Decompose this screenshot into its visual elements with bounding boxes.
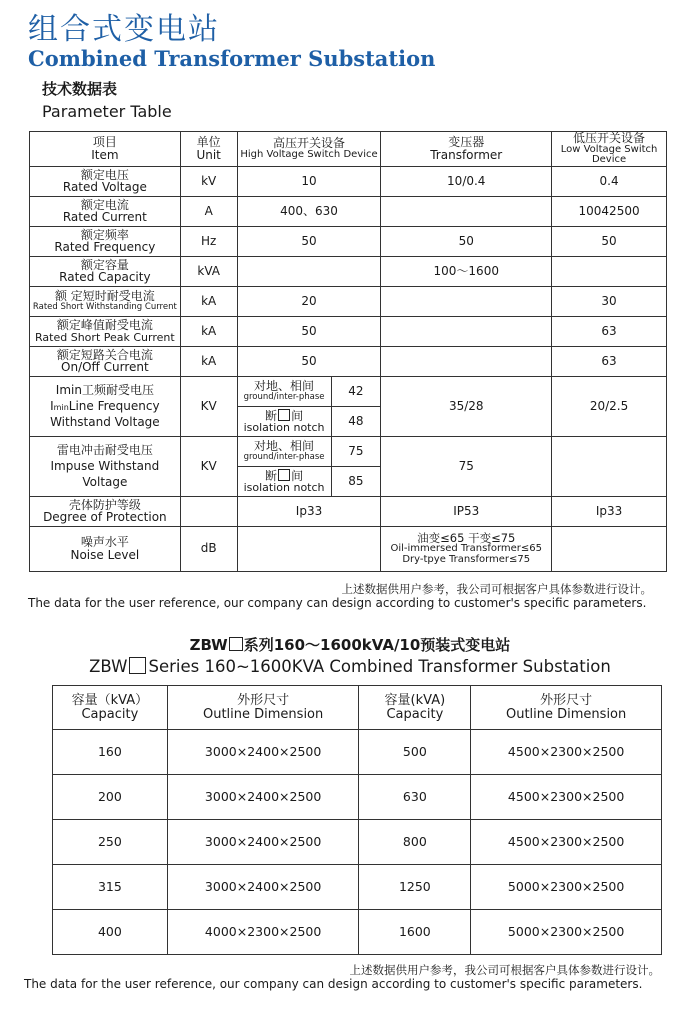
header-item: 项目 Item bbox=[30, 132, 181, 167]
table-row: 雷电冲击耐受电压 Impuse Withstand Voltage KV 对地、相间 ground/inter-phase 75 75 bbox=[30, 436, 667, 466]
table-row: 额定电流 Rated Current A 400、630 10042500 bbox=[30, 196, 667, 226]
note-en: The data for the user reference, our company can design according to customer's specific parameters. bbox=[28, 596, 647, 610]
note-cn: 上述数据供用户参考，我公司可根据客户具体参数进行设计。 bbox=[341, 582, 652, 596]
note-en: The data for the user reference, our company can design according to customer's specific parameters. bbox=[24, 977, 643, 991]
table-row: 200 3000×2400×2500 630 4500×2300×2500 bbox=[53, 775, 662, 820]
table-row: 壳体防护等级 Degree of Protection Ip33 IP53 Ip33 bbox=[30, 496, 667, 526]
table-row: 噪声水平 Noise Level dB 油变≤65 干变≤75 Oil-immersed Transformer≤65 Dry-tpye Transformer≤75 bbox=[30, 526, 667, 571]
page-title-cn: 组合式变电站 bbox=[28, 12, 220, 47]
table-row: 额定容量 Rated Capacity kVA 100～1600 bbox=[30, 256, 667, 286]
parameter-section-title-en: Parameter Table bbox=[42, 102, 172, 121]
table-row: 250 3000×2400×2500 800 4500×2300×2500 bbox=[53, 820, 662, 865]
series-title-en: ZBW Series 160~1600KVA Combined Transformer Substation bbox=[89, 657, 611, 676]
square-box-icon bbox=[229, 637, 243, 651]
table-row: 额定峰值耐受电流 Rated Short Peak Current kA 50 63 bbox=[30, 316, 667, 346]
square-box-icon bbox=[278, 469, 290, 481]
header-transformer: 变压器 Transformer bbox=[381, 132, 552, 167]
square-box-icon bbox=[278, 409, 290, 421]
table-header-row bbox=[30, 132, 667, 167]
table-row: 额定频率 Rated Frequency Hz 50 50 50 bbox=[30, 226, 667, 256]
note-cn: 上述数据供用户参考，我公司可根据客户具体参数进行设计。 bbox=[349, 963, 660, 977]
header-unit: 单位 Unit bbox=[180, 132, 237, 167]
table-row: 额定短路关合电流 On/Off Current kA 50 63 bbox=[30, 346, 667, 376]
series-title-cn: ZBW 系列160～1600kVA/10预装式变电站 bbox=[189, 636, 511, 654]
table-row: 断 间 isolation notch 48 bbox=[30, 406, 667, 436]
table-row: 315 3000×2400×2500 1250 5000×2300×2500 bbox=[53, 865, 662, 910]
table-row: 额定电压 Rated Voltage kV 10 10/0.4 0.4 bbox=[30, 166, 667, 196]
table-header-row: 容量（kVA） Capacity 外形尺寸 Outline Dimension 容量(kVA) Capacity 外形尺寸 Outline Dimension bbox=[53, 686, 662, 730]
table-row: 断 间 isolation notch 85 bbox=[30, 466, 667, 496]
header-lv: 低压开关设备 Low Voltage Switch Device bbox=[552, 132, 667, 167]
page-title-en: Combined Transformer Substation bbox=[28, 46, 436, 71]
header-hv: 高压开关设备 High Voltage Switch Device bbox=[237, 132, 381, 167]
table-row: 160 3000×2400×2500 500 4500×2300×2500 bbox=[53, 730, 662, 775]
table-row: Imin工频耐受电压 IminLine Frequency Withstand Voltage KV 对地、相间 ground/inter-phase 42 35/28 20/2.5 bbox=[30, 376, 667, 406]
table-row: 额 定短时耐受电流 Rated Short Withstanding Current kA 20 30 bbox=[30, 286, 667, 316]
table-row: 400 4000×2300×2500 1600 5000×2300×2500 bbox=[53, 910, 662, 955]
parameter-section-title-cn: 技术数据表 bbox=[42, 80, 118, 98]
dimension-table bbox=[52, 685, 662, 955]
square-box-icon bbox=[129, 657, 146, 674]
parameter-table bbox=[29, 131, 667, 572]
